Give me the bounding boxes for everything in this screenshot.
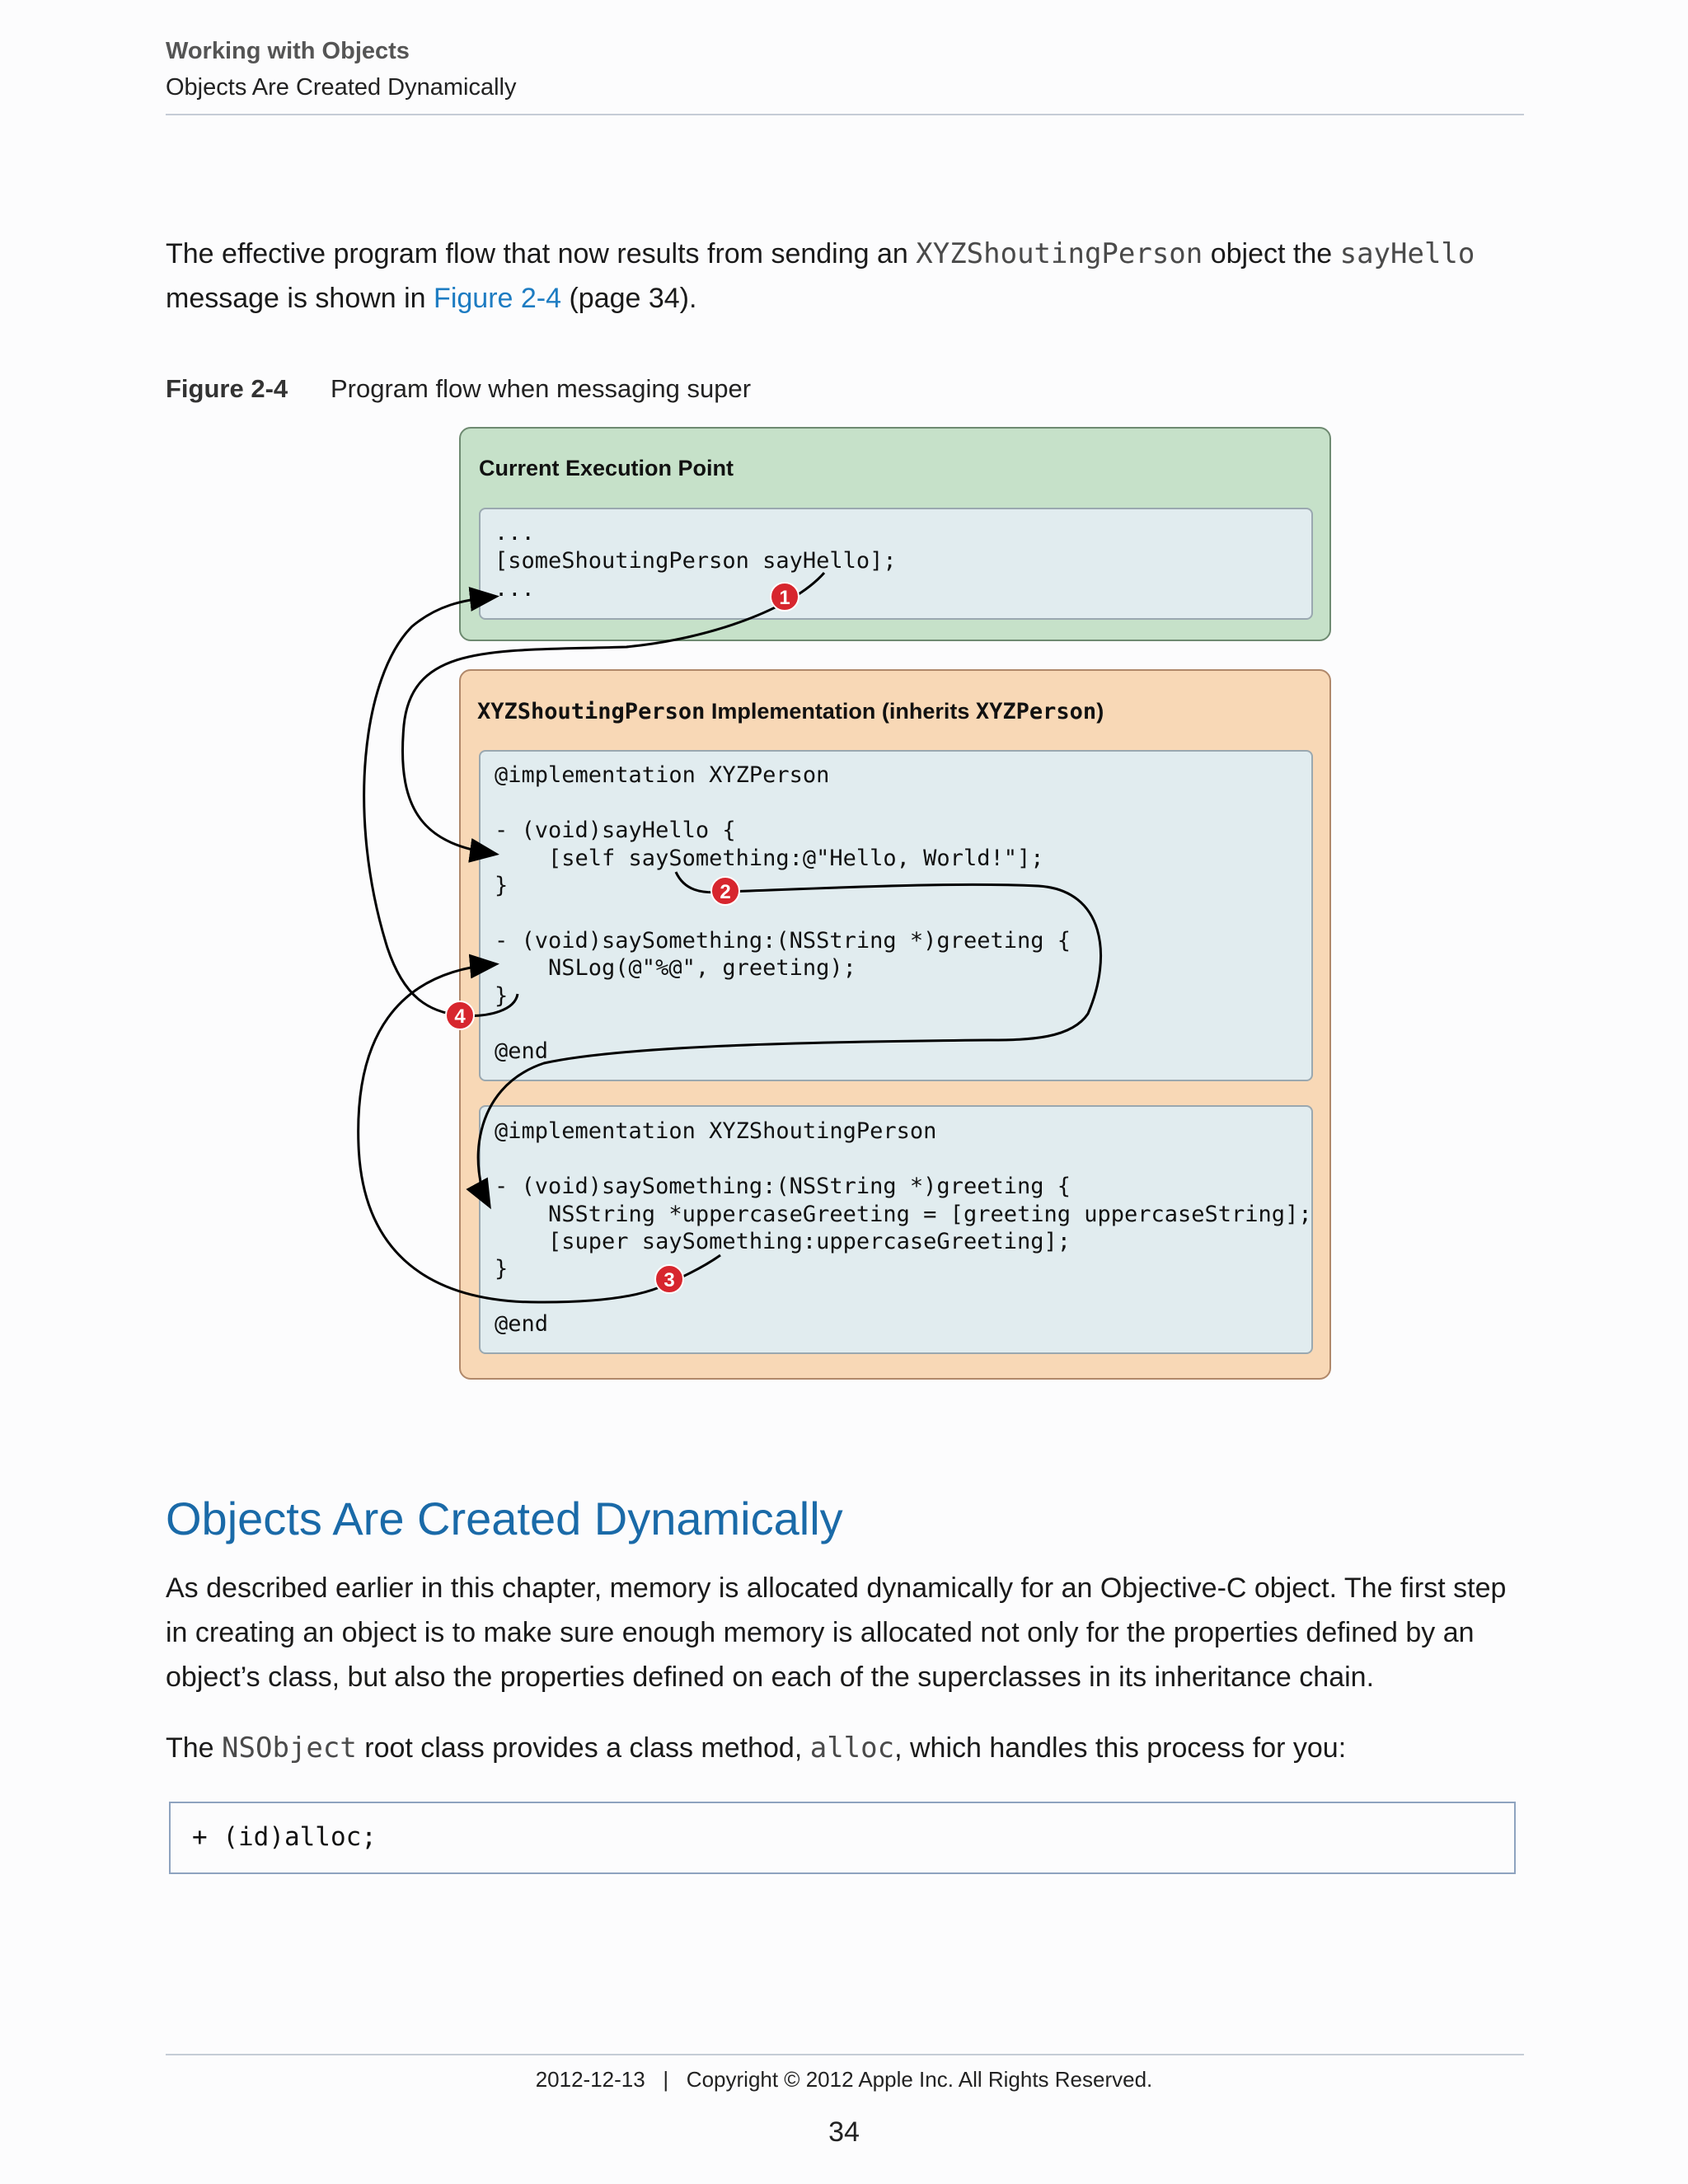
code-line: }	[495, 1256, 509, 1282]
code-line: [someShoutingPerson sayHello];	[495, 548, 897, 574]
footer-divider	[166, 2054, 1524, 2055]
code-line: @implementation XYZPerson	[495, 762, 830, 788]
flow-arrow-1	[402, 573, 824, 854]
code-line: }	[495, 983, 509, 1009]
alloc-code-block	[169, 1802, 1516, 1874]
intro-text: The effective program flow that now results from sending an	[166, 238, 917, 269]
intro-code-method: sayHello	[1339, 237, 1475, 270]
execution-point-title: Current Execution Point	[479, 456, 734, 480]
running-header-section: Objects Are Created Dynamically	[166, 74, 517, 101]
figure-caption: Program flow when messaging super	[331, 374, 752, 403]
code-line: @implementation XYZShoutingPerson	[495, 1118, 937, 1144]
code-line: + (id)alloc;	[192, 1822, 377, 1852]
figure-label: Figure 2-4	[166, 374, 288, 403]
section-heading: Objects Are Created Dynamically	[166, 1493, 843, 1544]
code-line: ...	[495, 520, 535, 546]
code-line: - (void)saySomething:(NSString *)greeting {	[495, 1174, 1071, 1199]
alloc-paragraph	[166, 1726, 1534, 1770]
code-line: - (void)sayHello {	[495, 818, 736, 843]
code-nsobject: NSObject	[222, 1732, 357, 1765]
page-number: 34	[828, 2116, 860, 2148]
implementation-title-class: XYZShoutingPerson	[477, 699, 706, 724]
code-line: }	[495, 873, 509, 898]
code-line: @end	[495, 1311, 549, 1337]
footer-copyright: 2012-12-13 | Copyright © 2012 Apple Inc. All Rights Reserved.	[535, 2067, 1153, 2092]
code-line: NSString *uppercaseGreeting = [greeting uppercaseString];	[495, 1202, 1312, 1227]
step-badge-2	[711, 877, 739, 905]
flow-arrow-4	[364, 597, 518, 1016]
step-number: 4	[454, 1005, 466, 1028]
code-line: [self saySomething:@"Hello, World!"];	[495, 846, 1044, 871]
intro-code-class: XYZShoutingPerson	[916, 237, 1203, 270]
code-line: - (void)saySomething:(NSString *)greeting {	[495, 928, 1071, 954]
code-line: NSLog(@"%@", greeting);	[495, 955, 856, 981]
implementation-title-text: )	[1096, 699, 1104, 724]
figure-link[interactable]: Figure 2-4	[434, 283, 562, 314]
section-paragraph: As described earlier in this chapter, memory is allocated dynamically for an Objective-C object. The first step in creating an object is to make sure enough memory is allocated not only for the properties defined by an object’s class, but also the properties defined on each of the superclasses in its inheritance chain.	[166, 1572, 1507, 1693]
implementation-title-superclass: XYZPerson	[975, 699, 1097, 724]
step-badge-1	[771, 583, 799, 611]
code-line: [super saySomething:uppercaseGreeting];	[495, 1229, 1071, 1254]
step-number: 2	[720, 881, 731, 903]
paragraph-text: The	[166, 1732, 223, 1764]
flow-arrow-2	[478, 872, 1100, 1205]
intro-text: message is shown in	[166, 283, 434, 314]
step-badge-4	[446, 1001, 474, 1029]
running-header-chapter: Working with Objects	[166, 38, 410, 64]
flow-arrow-3	[359, 964, 720, 1302]
step-number: 1	[779, 587, 790, 609]
intro-text: (page 34).	[561, 283, 697, 314]
paragraph-text: root class provides a class method,	[356, 1732, 810, 1764]
paragraph-text: , which handles this process for you:	[894, 1732, 1347, 1764]
code-line: ...	[495, 576, 535, 602]
implementation-title-text: Implementation (inherits	[705, 699, 976, 724]
intro-text: object the	[1203, 238, 1340, 269]
step-badge-3	[655, 1265, 683, 1293]
step-number: 3	[663, 1269, 675, 1291]
code-line: @end	[495, 1038, 549, 1064]
code-alloc: alloc	[809, 1732, 895, 1765]
